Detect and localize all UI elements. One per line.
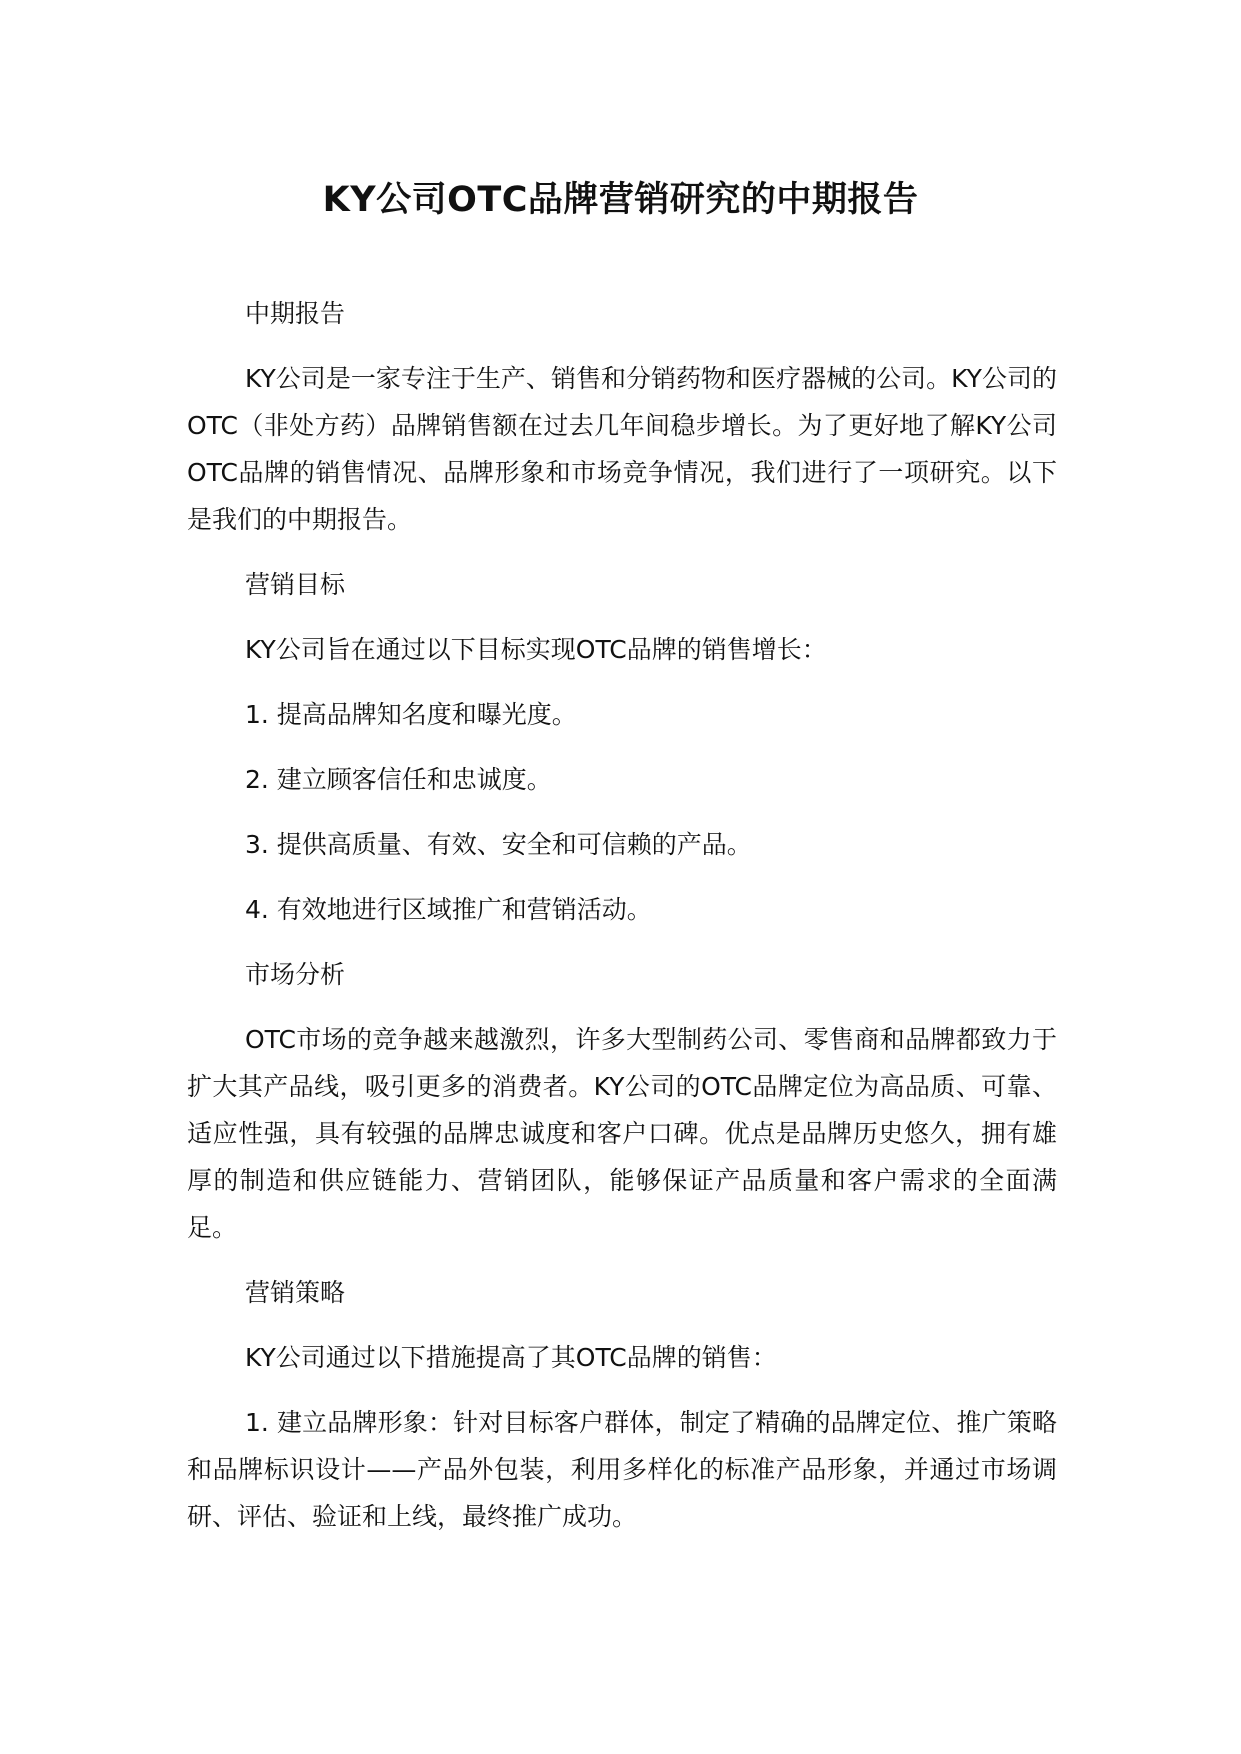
- document-body: [187, 290, 1057, 1540]
- list-item-goal-2: 2. 建立顾客信任和忠诚度。: [245, 765, 552, 794]
- document-title: KY公司OTC品牌营销研究的中期报告: [322, 180, 919, 220]
- paragraph-goals-intro: KY公司旨在通过以下目标实现OTC品牌的销售增长：: [245, 635, 827, 664]
- paragraph-introduction: KY公司是一家专注于生产、销售和分销药物和医疗器械的公司。KY公司的OTC（非处方药）品牌销售额在过去几年间稳步增长。为了更好地了解KY公司OTC品牌的销售情况、品牌形象和市场竞争情况，我们进行了一项研究。以下是我们的中期报告。: [187, 364, 1057, 534]
- list-item-goal-4: 4. 有效地进行区域推广和营销活动。: [245, 895, 652, 924]
- section-heading-market-analysis: 市场分析: [245, 960, 346, 989]
- paragraph-strategy-intro: KY公司通过以下措施提高了其OTC品牌的销售：: [245, 1343, 777, 1372]
- section-heading-marketing-strategy: 营销策略: [245, 1278, 346, 1307]
- paragraph-market-analysis: OTC市场的竞争越来越激烈，许多大型制药公司、零售商和品牌都致力于扩大其产品线，吸引更多的消费者。KY公司的OTC品牌定位为高品质、可靠、适应性强，具有较强的品牌忠诚度和客户口碑。优点是品牌历史悠久，拥有雄厚的制造和供应链能力、营销团队，能够保证产品质量和客户需求的全面满足。: [187, 1025, 1057, 1242]
- list-item-strategy-1: 1. 建立品牌形象：针对目标客户群体，制定了精确的品牌定位、推广策略和品牌标识设计——产品外包装，利用多样化的标准产品形象，并通过市场调研、评估、验证和上线，最终推广成功。: [187, 1408, 1057, 1531]
- section-heading-marketing-goals: 营销目标: [245, 570, 346, 599]
- list-item-goal-3: 3. 提供高质量、有效、安全和可信赖的产品。: [245, 830, 752, 859]
- section-heading-interim-report: 中期报告: [245, 299, 346, 328]
- list-item-goal-1: 1. 提高品牌知名度和曝光度。: [245, 700, 577, 729]
